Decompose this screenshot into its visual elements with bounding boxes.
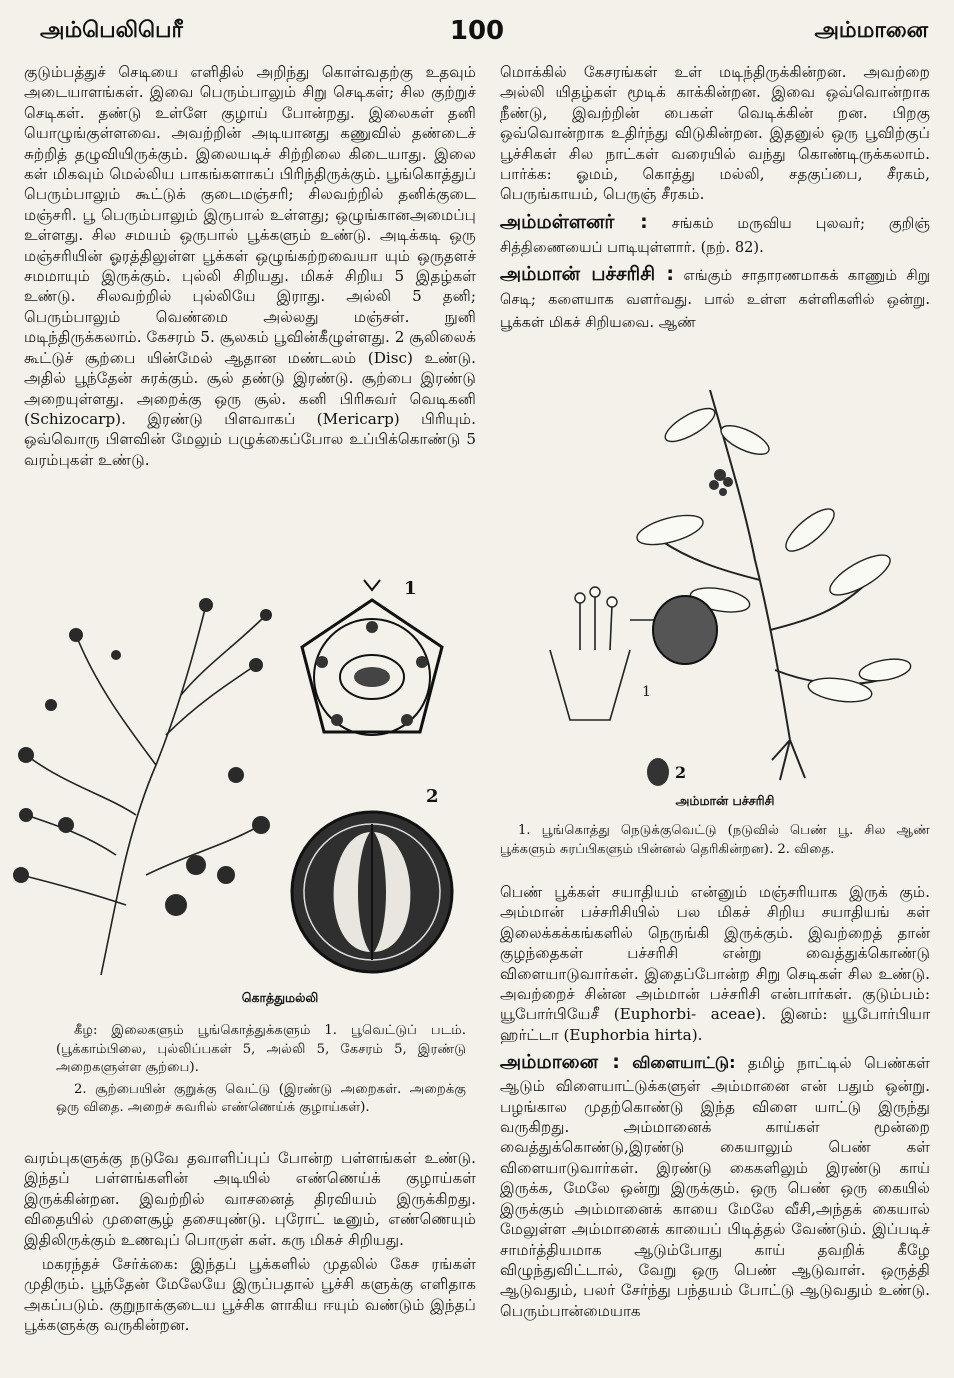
paragraph: வரம்புகளுக்கு நடுவே தவாளிப்புப் போன்ற பள்ளங்கள் உண்டு. இந்தப் பள்ளங்களின் அடியில் எண்ணெய்க் குழாய்கள் இருக்கின்றன. இவற்றில் வாசனைத் திரவியம் இருக்கிறது. விதையில் முளைசூழ் தசையுண்டு. புரோட் டீனும், எண்ணெயும் இதிலிருக்கும் உணவுப் பொருள் கள். கரு மிகச் சிறியது. <box>24 1149 476 1249</box>
figure-notes <box>56 1022 466 1121</box>
running-head-left: அம்பெலிபெரீ <box>40 18 183 43</box>
entry-pachcharisi <box>500 263 930 334</box>
note-line: கீழ: இலைகளும் பூங்கொத்துக்களும் 1. பூவெட்டுப் படம். (பூக்காம்பிலை, புல்லிப்பகள் 5, அல்லி 5, கேசரம் 5, இரண்டு அறைகளுள்ள சூற்பை). <box>56 1023 466 1076</box>
flower-diagram <box>282 572 462 772</box>
figure-caption: அம்மான் பச்சரிசி <box>675 793 775 808</box>
figure-label: 2 <box>675 763 687 782</box>
figure-caption: கொத்துமல்லி <box>241 990 319 1005</box>
entry-headword: அம்மள்ளனர் : <box>500 210 648 233</box>
paragraph: பெண் பூக்கள் சயாதியம் என்னும் மஞ்சரியாக இருக் கும். அம்மான் பச்சரிசியில் பல மிகச் சிறிய சயாதியங் கள் இலைக்கக்கங்களில் நெருங்கி இருக்கும். இவற்றைத் தான் குழந்தைகள் பச்சரிசி என்று வைத்துக்கொண்டு விளையாடுவார்கள். இதைப்போன்ற சிறு செடிகள் சில உண்டு. அவற்றைச் சின்ன அம்மான் பச்சரிசி என்பார்கள். குடும்பம்: யூபோர்பியேசீ (Euphorbi- aceae). இனம்: யூபோர்பியா ஹர்ட்டா (Euphorbia hirta). <box>500 883 930 1044</box>
entry-body: சங்கம் மருவிய புலவர்; குறிஞ் சித்திணையைப் பாடியுள்ளார். (நற். 82). <box>500 214 930 256</box>
entry-subhead: விளையாட்டு: <box>632 1053 736 1073</box>
figure-label: 1 <box>642 684 651 700</box>
paragraph: மகரந்தச் சேர்க்கை: இந்தப் பூக்களில் முதலில் கேச ரங்கள் முதிரும். பூந்தேன் மேலேயே இருப்பதால் பூச்சி களுக்கு எளிதாக அகப்படும். குறுநாக்குடைய பூச்சிக ளாகிய ஈயும் வண்டும் இந்தப் பூக்களுக்கு வருகின்றன. <box>24 1255 476 1335</box>
running-head-right: அம்மானை <box>814 18 928 43</box>
page-header <box>0 0 954 56</box>
page-number: 100 <box>449 16 505 46</box>
figure-notes <box>500 822 930 862</box>
left-column-top <box>24 62 476 474</box>
right-column-bottom <box>500 882 930 1325</box>
paragraph: குடும்பத்துச் செடியை எளிதில் அறிந்து கொள்வதற்கு உதவும் அடையாளங்கள். இவை பெரும்பாலும் சிறு செடிகள்; சில குற்றுச் செடிகள். தண்டு உள்ளே குழாய் போன்றது. இலைகள் தனி யொழுங்குள்ளவை. அவற்றின் அடியானது கணுவில் தண்டைச் சுற்றித் தழுவியிருக்கும். இலையடிச் சிற்றிலை கிடையாது. இலை கள் மிகவும் மெல்லிய பாகங்களாகப் பிரிந்திருக்கும். பூங்கொத்துப் பெரும்பாலும் கூட்டுக் குடைமஞ்சரி; சிலவற்றில் தனிக்குடை மஞ்சரி. பூ பெரும்பாலும் இருபால் உள்ளது; ஒழுங்கானஅமைப்பு உள்ளது. சில சமயம் ஒருபால் பூக்களும் உண்டு. அடிக்கடி ஒரு மஞ்சரியின் ஓரத்திலுள்ள பூக்கள் ஒழுங்கற்றவையா யும் ஒருதளச் சமமாயும் இருக்கும். புல்லி சிறியது. மிகச் சிறிய 5 இதழ்கள் உண்டு. சிலவற்றில் புல்லியே இராது. அல்லி 5 தனி; பெரும்பாலும் வெண்மை அல்லது மஞ்சள். நுனி மடிந்திருக்கலாம். கேசரம் 5. சூலகம் பூவின்கீழுள்ளது. 2 சூலிலைக் கூட்டுச் சூற்பை யின்மேல் ஆதான மண்டலம் (Disc) உண்டு. அதில் பூந்தேன் சுரக்கும். சூல் தண்டு இரண்டு. சூற்பை இரண்டு அறையுள்ளது. அறைக்கு ஒரு சூல். கனி பிரிசுவர் வெடிகனி (Schizocarp). இரண்டு பிளவாகப் (Mericarp) பிரியும். ஒவ்வொரு பிளவின் மேலும் பழுக்கைப்போல உப்பிக்கொண்டு 5 வரம்புகள் உண்டு. <box>24 63 476 469</box>
entry-headword: அம்மான் பச்சரிசி : <box>500 262 674 285</box>
entry-headword: அம்மானை : <box>500 1051 620 1074</box>
figure-label: 2 <box>426 786 439 807</box>
entry-body: தமிழ் நாட்டில் பெண்கள் ஆடும் விளையாட்டுக்களுள் அம்மானை என் பதும் ஒன்று. பழங்கால முதற்கொண்டு இந்த விளை யாட்டு இருந்து வருகிறது. அம்மானைக் காய்கள் மூன்றை வைத்துக்கொண்டு,இரண்டு கையாலும் பெண் கள் விளையாடுவார்கள். இரண்டு கைகளிலும் இரண்டு காய் இருக்க, மேலே ஒன்று இருக்கும். ஒரு பெண் ஒரு கையில் இருக்கும் அம்மானைக் காயை மேலே வீசி,அந்தக் கையால் மேலுள்ள அம்மானைக் காயைப் பிடித்தல் வேண்டும். இப்படிச் சாமர்த்தியமாக ஆடும்போது காய் தவறிக் கீழே விழுந்துவிட்டால், வேறு ஒரு பெண் ஆடுவாள். ஒருத்தி ஆடுவதும், பலர் சேர்ந்து பந்தயம் போட்டு ஆடுவதும் உண்டு. பெரும்பான்மையாக <box>500 1054 931 1320</box>
left-column-bottom <box>24 1148 476 1340</box>
euphorbia-plant-illustration <box>540 380 930 790</box>
fruit-cross-section-diagram <box>284 780 464 980</box>
paragraph: மொக்கில் கேசரங்கள் உள் மடிந்திருக்கின்றன. அவற்றை அல்லி யிதழ்கள் மூடிக் காக்கின்றன. இவை ஒவ்வொன்றாக நீண்டு, இவற்றின் பைகள் வெடிக்கின் றன. பிறகு ஒவ்வொன்றாக உதிர்ந்து விடுகின்றன. இதனுல் ஒரு பூவிற்குப் பூச்சிகள் சில நாட்கள் வரையில் வந்து கொண்டிருக்கலாம். பார்க்க: ஓமம், கொத்து மல்லி, சதகுப்பை, சீரகம், பெருங்காயம், பெருஞ் சீரகம். <box>500 63 930 204</box>
right-column-top <box>500 62 930 338</box>
entry-ammanai <box>500 1051 930 1321</box>
entry-ammallanar <box>500 211 930 259</box>
note-line: 2. சூற்பையின் குறுக்கு வெட்டு (இரண்டு அறைகள். அறைக்கு ஒரு விதை. அறைச் சுவரில் எண்ணெய்க் குழாய்கள்). <box>56 1081 466 1116</box>
figure-label: 1 <box>404 578 417 599</box>
coriander-plant-illustration <box>6 575 278 985</box>
entry-body: எங்கும் சாதாரணமாகக் காணும் சிறு செடி; களையாக வளர்வது. பால் உள்ள கள்ளிகளில் ஒன்று. பூக்கள் மிகச் சிறியவை. ஆண் <box>500 266 931 331</box>
note-line: 1. பூங்கொத்து நெடுக்குவெட்டு (நடுவில் பெண் பூ. சில ஆண் பூக்களும் சுரப்பிகளும் பின்னல் தெரிகின்றன). 2. விதை. <box>500 823 930 857</box>
